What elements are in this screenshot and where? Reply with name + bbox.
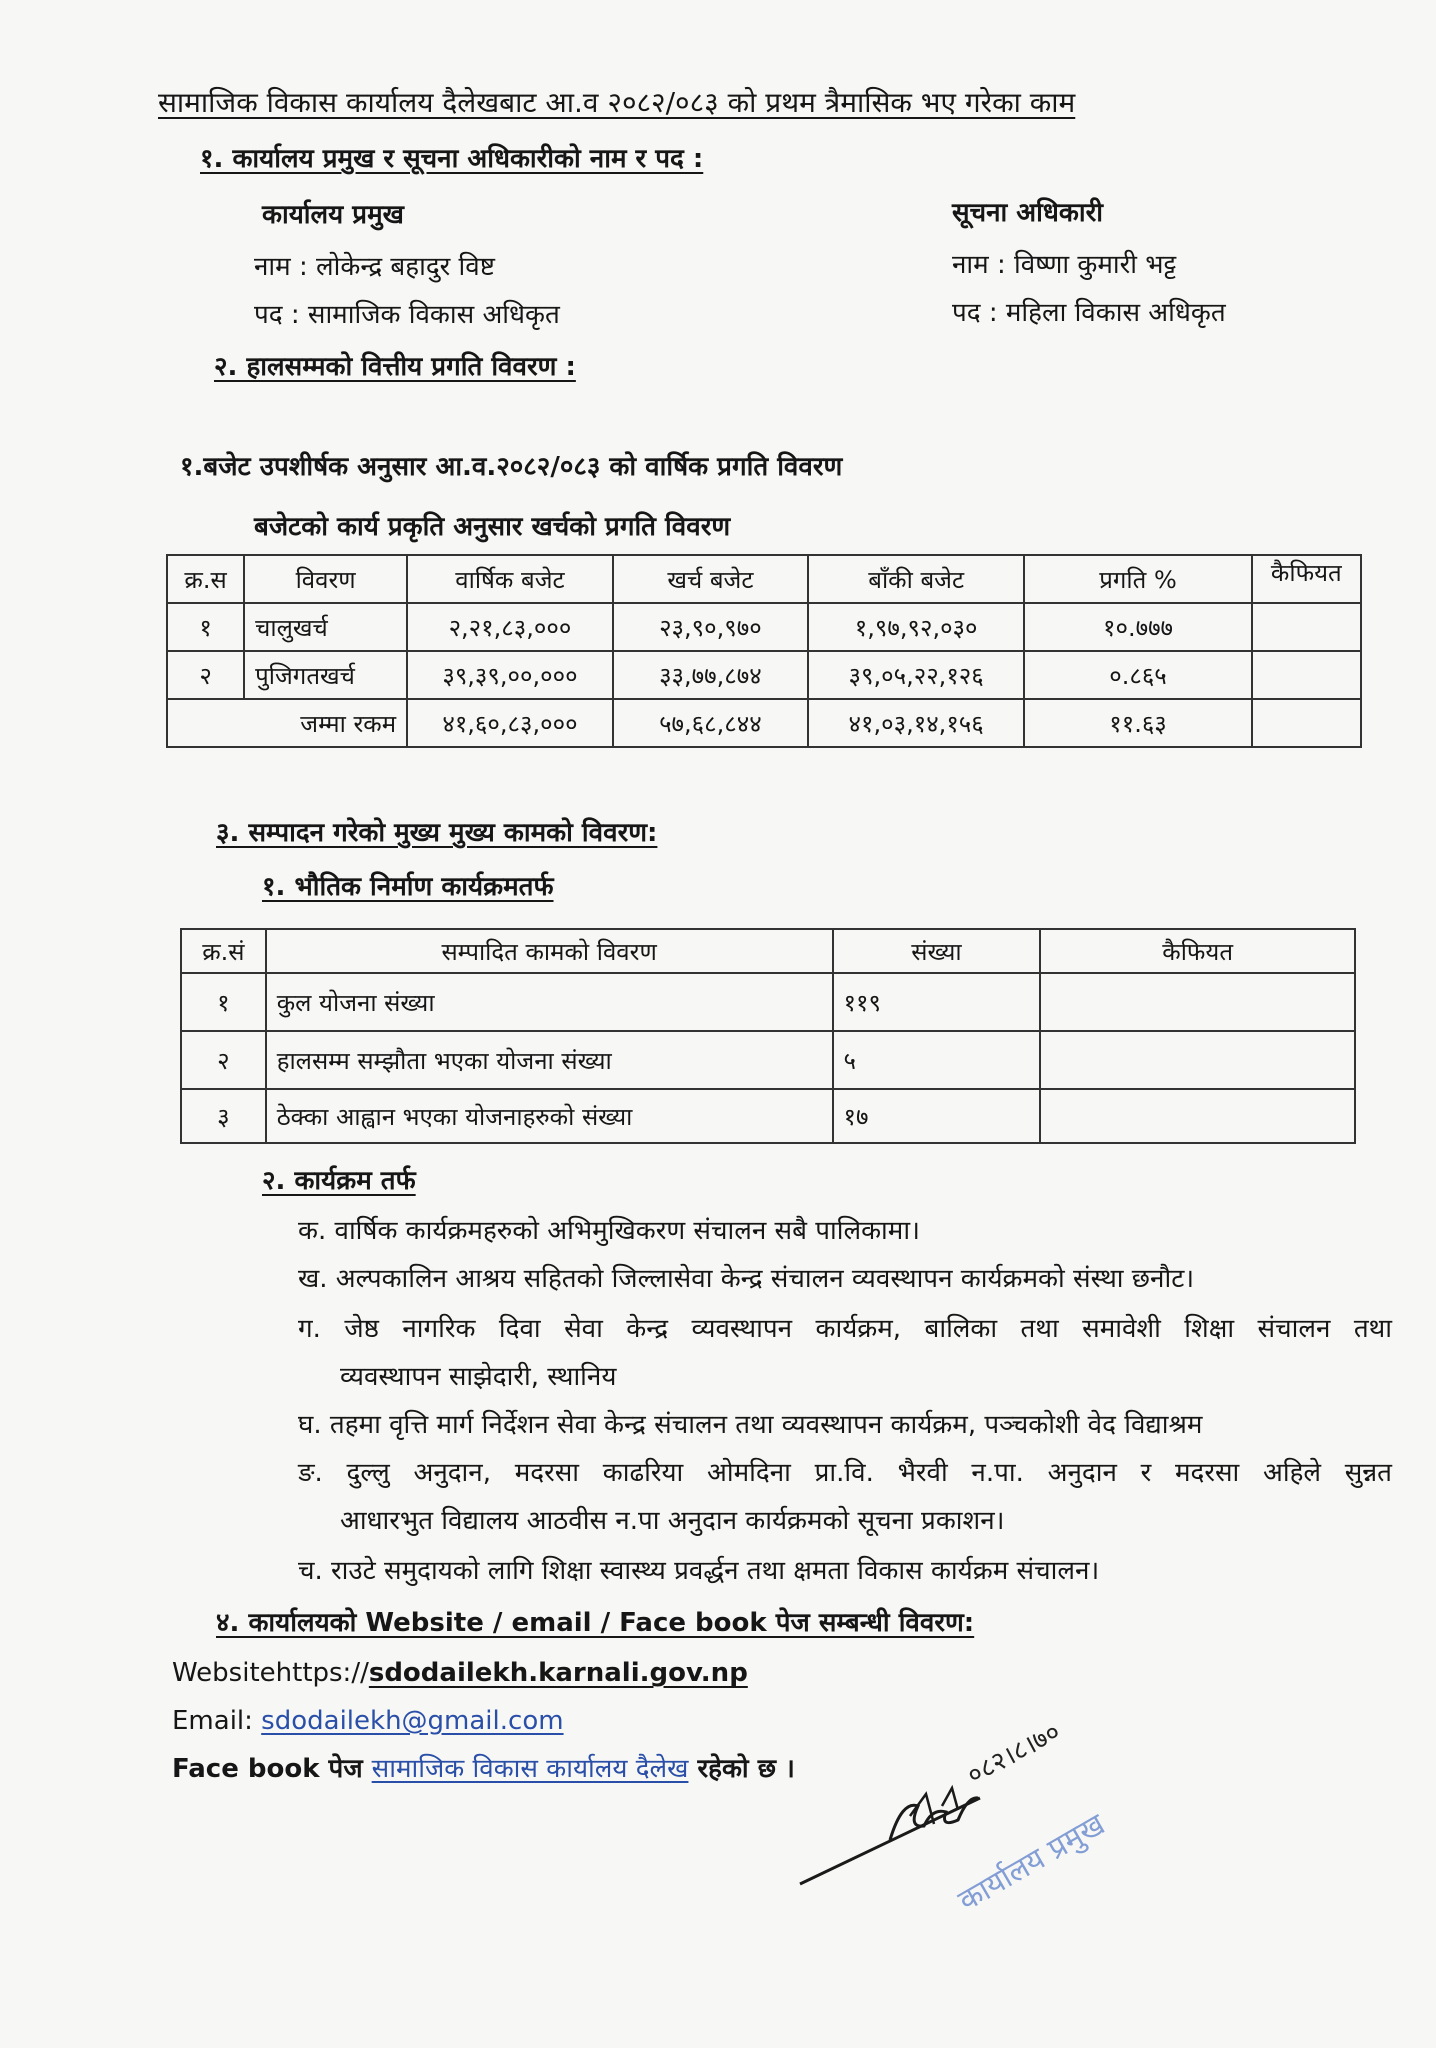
table-cell: ११९ (833, 973, 1041, 1031)
table-header: प्रगति % (1024, 555, 1251, 603)
section-3-heading: ३. सम्पादन गरेको मुख्य मुख्य कामको विवरण: (216, 818, 658, 848)
physical-works-subheading: १. भौतिक निर्माण कार्यक्रमतर्फ (262, 872, 554, 902)
facebook-link[interactable]: सामाजिक विकास कार्यालय दैलेख (371, 1754, 689, 1784)
table-row (167, 603, 1361, 651)
works-table (180, 928, 1356, 1144)
table-cell: १,९७,९२,०३० (808, 603, 1025, 651)
list-item: घ. तहमा वृत्ति मार्ग निर्देशन सेवा केन्द्र संचालन तथा व्यवस्थापन कार्यक्रम, पञ्चकोशी वेद विद्याश्रम (298, 1410, 1203, 1440)
table-header-row (181, 929, 1355, 973)
table-cell: चालुखर्च (244, 603, 407, 651)
table-cell: ३९,३९,००,००० (407, 651, 613, 699)
table-cell: ठेक्का आह्वान भएका योजनाहरुको संख्या (266, 1089, 833, 1143)
table-header: कैफियत (1252, 555, 1361, 603)
table-cell: ४१,०३,१४,१५६ (808, 699, 1025, 747)
table-cell: ४१,६०,८३,००० (407, 699, 613, 747)
table-cell: ५ (833, 1031, 1041, 1089)
office-stamp: कार्यालय प्रमुख (952, 1806, 1111, 1919)
table-cell: १ (181, 973, 266, 1031)
table-total-row (167, 699, 1361, 747)
table-header: सम्पादित कामको विवरण (266, 929, 833, 973)
table-cell: ५७,६८,८४४ (613, 699, 808, 747)
table-cell (1252, 603, 1361, 651)
table-header: खर्च बजेट (613, 555, 808, 603)
table-cell: १ (167, 603, 244, 651)
email-line (172, 1704, 564, 1738)
table-header: बाँकी बजेट (808, 555, 1025, 603)
table-header: संख्या (833, 929, 1041, 973)
office-head-title: कार्यालय प्रमुख (262, 200, 404, 230)
email-link[interactable]: sdodailekh@gmail.com (261, 1706, 564, 1736)
table-row (181, 973, 1355, 1031)
section-2-heading: २. हालसम्मको वित्तीय प्रगति विवरण : (214, 352, 576, 382)
table-cell (1040, 1089, 1355, 1143)
table-cell: ३९,०५,२२,१२६ (808, 651, 1025, 699)
budget-table-caption: बजेटको कार्य प्रकृति अनुसार खर्चको प्रगति विवरण (254, 512, 731, 542)
table-cell: १०.७७७ (1024, 603, 1251, 651)
table-row (181, 1089, 1355, 1143)
list-item: ङ. दुल्लु अनुदान, मदरसा काढरिया ओमदिना प्रा.वि. भैरवी न.पा. अनुदान र मदरसा अहिले सुन्नत (298, 1458, 1392, 1488)
table-row (167, 651, 1361, 699)
website-line (172, 1656, 748, 1690)
table-cell: ३ (181, 1089, 266, 1143)
table-header: वार्षिक बजेट (407, 555, 613, 603)
table-header-row (167, 555, 1361, 603)
table-cell (1040, 973, 1355, 1031)
table-cell: ०.८६५ (1024, 651, 1251, 699)
email-label: Email: (172, 1706, 262, 1736)
table-header: विवरण (244, 555, 407, 603)
info-officer-title: सूचना अधिकारी (952, 198, 1103, 228)
list-item-continuation: आधारभुत विद्यालय आठवीस न.पा अनुदान कार्यक्रमको सूचना प्रकाशन। (340, 1506, 1005, 1536)
office-head-post: पद : सामाजिक विकास अधिकृत (254, 300, 560, 330)
list-item: क. वार्षिक कार्यक्रमहरुको अभिमुखिकरण संचालन सबै पालिकामा। (298, 1216, 920, 1246)
table-cell: हालसम्म सम्झौता भएका योजना संख्या (266, 1031, 833, 1089)
info-officer-name: नाम : विष्णा कुमारी भट्ट (952, 250, 1177, 280)
table-cell: कुल योजना संख्या (266, 973, 833, 1031)
table-header: क्र.सं (181, 929, 266, 973)
budget-subheading: १.बजेट उपशीर्षक अनुसार आ.व.२०८२/०८३ को वार्षिक प्रगति विवरण (180, 452, 843, 482)
table-cell: २ (167, 651, 244, 699)
office-head-name: नाम : लोकेन्द्र बहादुर विष्ट (254, 252, 495, 282)
table-header: कैफियत (1040, 929, 1355, 973)
section-4-heading: ४. कार्यालयको Website / email / Face book पेज सम्बन्धी विवरण: (216, 1608, 975, 1638)
table-cell (1040, 1031, 1355, 1089)
facebook-suffix: रहेको छ । (688, 1754, 795, 1784)
table-cell: १७ (833, 1089, 1041, 1143)
table-row (181, 1031, 1355, 1089)
table-header: क्र.स (167, 555, 244, 603)
table-cell: २ (181, 1031, 266, 1089)
list-item: ग. जेष्ठ नागरिक दिवा सेवा केन्द्र व्यवस्थापन कार्यक्रम, बालिका तथा समावेशी शिक्षा संचालन तथा (298, 1314, 1392, 1344)
info-officer-post: पद : महिला विकास अधिकृत (952, 298, 1226, 328)
list-item: ख. अल्पकालिन आश्रय सहितको जिल्लासेवा केन्द्र संचालन व्यवस्थापन कार्यक्रमको संस्था छनौट। (298, 1264, 1195, 1294)
facebook-line (172, 1752, 795, 1786)
facebook-label: Face book पेज (172, 1754, 372, 1784)
programs-subheading (262, 1164, 416, 1198)
table-cell: २३,९०,९७० (613, 603, 808, 651)
section-1-heading: १. कार्यालय प्रमुख र सूचना अधिकारीको नाम र पद : (200, 144, 704, 174)
signature-date: ०८२।८।७० (962, 1717, 1066, 1791)
list-item: च. राउटे समुदायको लागि शिक्षा स्वास्थ्य प्रवर्द्धन तथा क्षमता विकास कार्यक्रम संचालन। (298, 1556, 1100, 1586)
website-link[interactable]: sdodailekh.karnali.gov.np (368, 1658, 748, 1688)
website-label: Websitehttps:// (172, 1658, 369, 1688)
table-cell: पुजिगतखर्च (244, 651, 407, 699)
table-cell (1252, 651, 1361, 699)
table-cell: २,२१,८३,००० (407, 603, 613, 651)
table-cell: ११.६३ (1024, 699, 1251, 747)
page-title: सामाजिक विकास कार्यालय दैलेखबाट आ.व २०८२/०८३ को प्रथम त्रैमासिक भए गरेका काम (158, 86, 1076, 119)
list-item-continuation: व्यवस्थापन साझेदारी, स्थानिय (340, 1362, 617, 1392)
table-cell: ३३,७७,८७४ (613, 651, 808, 699)
total-label: जम्मा रकम (167, 699, 407, 747)
table-cell (1252, 699, 1361, 747)
budget-table (166, 554, 1362, 748)
programs-subheading-text: २. कार्यक्रम तर्फ (262, 1166, 416, 1196)
